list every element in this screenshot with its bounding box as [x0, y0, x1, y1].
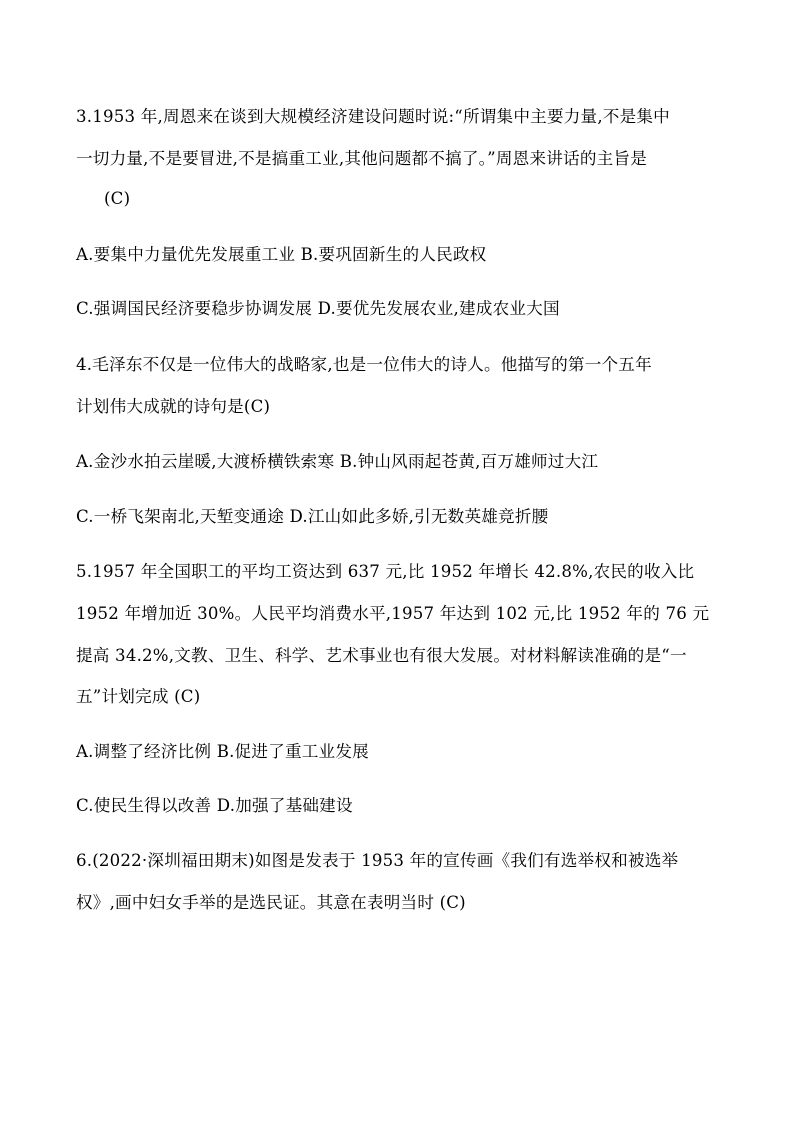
question-4-line-1: 4.毛泽东不仅是一位伟大的战略家,也是一位伟大的诗人。他描写的第一个五年: [76, 355, 652, 374]
question-5-line-2: 1952 年增加近 30%。人民平均消费水平,1957 年达到 102 元,比 1952 年的 76 元: [76, 604, 710, 623]
question-3-options-ab: A.要集中力量优先发展重工业 B.要巩固新生的人民政权: [76, 245, 487, 264]
question-4-line-2: 计划伟大成就的诗句是(C): [76, 397, 271, 416]
question-4-options-ab: A.金沙水拍云崖暖,大渡桥横铁索寒 B.钟山风雨起苍黄,百万雄师过大江: [76, 452, 599, 471]
question-3-answer: (C): [104, 189, 131, 208]
question-6-line-1: 6.(2022·深圳福田期末)如图是发表于 1953 年的宣传画《我们有选举权和被选举: [76, 851, 679, 870]
question-5-line-3: 提高 34.2%,文教、卫生、科学、艺术事业也有很大发展。对材料解读准确的是“一: [76, 646, 687, 665]
question-5-line-1: 5.1957 年全国职工的平均工资达到 637 元,比 1952 年增长 42.8%,农民的收入比: [76, 562, 695, 581]
question-5-options-ab: A.调整了经济比例 B.促进了重工业发展: [76, 742, 369, 761]
question-6-line-2: 权》,画中妇女手举的是选民证。其意在表明当时 (C): [76, 893, 466, 912]
question-5-line-4: 五”计划完成 (C): [76, 687, 201, 706]
question-5-options-cd: C.使民生得以改善 D.加强了基础建设: [76, 796, 353, 815]
question-3-line-1: 3.1953 年,周恩来在谈到大规模经济建设问题时说:“所谓集中主要力量,不是集中: [76, 107, 670, 126]
question-3-line-2: 一切力量,不是要冒进,不是搞重工业,其他问题都不搞了。”周恩来讲话的主旨是: [76, 149, 647, 168]
question-3-options-cd: C.强调国民经济要稳步协调发展 D.要优先发展农业,建成农业大国: [76, 299, 560, 318]
question-4-options-cd: C.一桥飞架南北,天堑变通途 D.江山如此多娇,引无数英雄竞折腰: [76, 507, 549, 526]
